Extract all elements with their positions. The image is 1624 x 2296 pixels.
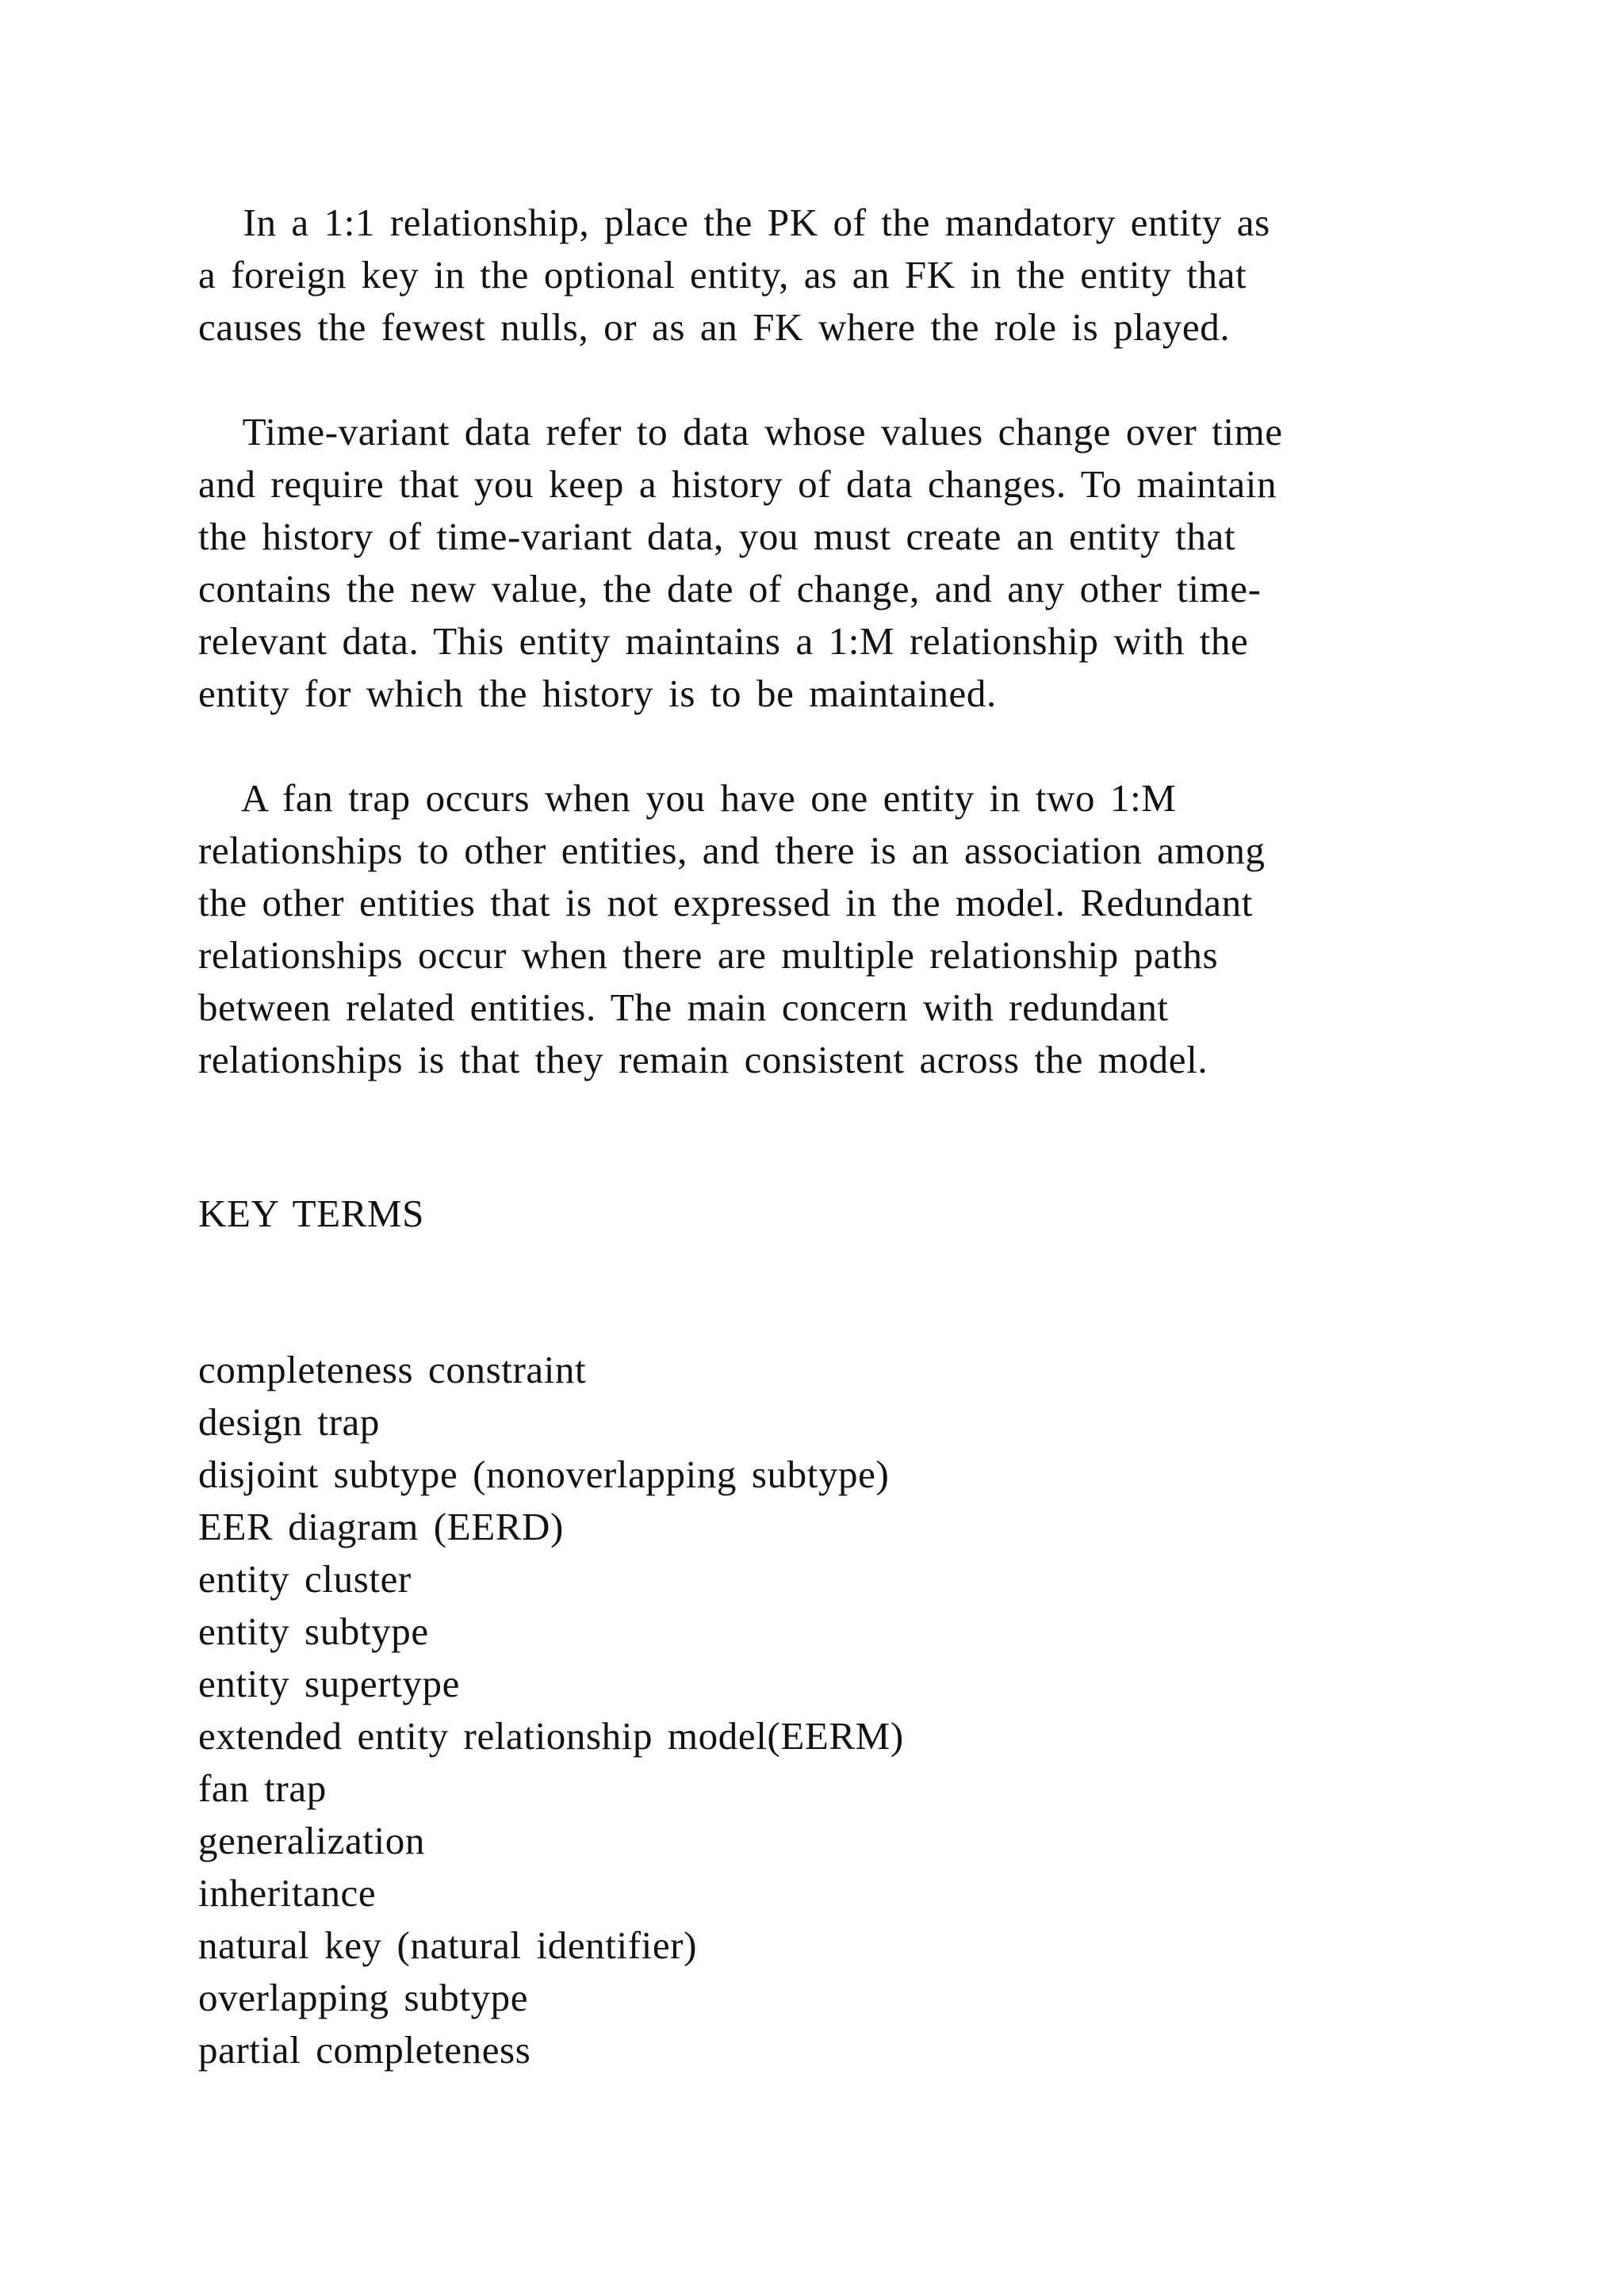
key-term: partial completeness bbox=[198, 2028, 531, 2072]
body-text bbox=[198, 197, 1507, 1086]
key-term: fan trap bbox=[198, 1766, 327, 1810]
paragraph-one-to-one bbox=[198, 197, 1507, 354]
text-line: Time-variant data refer to data whose values change over time bbox=[198, 410, 1283, 453]
text-line: relationships is that they remain consistent across the model. bbox=[198, 1038, 1208, 1081]
key-term: entity cluster bbox=[198, 1557, 412, 1601]
key-term: inheritance bbox=[198, 1871, 377, 1915]
key-term: design trap bbox=[198, 1400, 380, 1444]
key-term: overlapping subtype bbox=[198, 1976, 529, 2019]
text-line: In a 1:1 relationship, place the PK of the mandatory entity as bbox=[198, 201, 1270, 244]
paragraph-fan-trap bbox=[198, 772, 1507, 1086]
paragraph-time-variant bbox=[198, 406, 1507, 720]
text-line: relevant data. This entity maintains a 1:M relationship with the bbox=[198, 619, 1249, 663]
key-terms-list bbox=[198, 1344, 904, 2076]
paragraph-gap bbox=[198, 354, 1507, 406]
key-term: EER diagram (EERD) bbox=[198, 1505, 564, 1548]
key-term: generalization bbox=[198, 1819, 425, 1862]
text-line: the other entities that is not expressed in the model. Redundant bbox=[198, 881, 1253, 924]
key-term: entity supertype bbox=[198, 1662, 460, 1705]
text-line: relationships occur when there are multiple relationship paths bbox=[198, 933, 1219, 977]
key-term: entity subtype bbox=[198, 1609, 429, 1653]
text-line: A fan trap occurs when you have one entity in two 1:M bbox=[198, 776, 1177, 820]
text-line: between related entities. The main concern with redundant bbox=[198, 985, 1169, 1029]
paragraph-gap bbox=[198, 720, 1507, 772]
key-term: disjoint subtype (nonoverlapping subtype) bbox=[198, 1452, 890, 1496]
text-line: and require that you keep a history of data changes. To maintain bbox=[198, 462, 1277, 506]
key-term: natural key (natural identifier) bbox=[198, 1923, 698, 1967]
key-terms-section bbox=[198, 1188, 424, 1240]
text-line: causes the fewest nulls, or as an FK where the role is played. bbox=[198, 305, 1231, 349]
text-line: relationships to other entities, and there is an association among bbox=[198, 828, 1266, 872]
key-terms-heading: KEY TERMS bbox=[198, 1192, 425, 1235]
text-line: entity for which the history is to be maintained. bbox=[198, 672, 997, 715]
key-term: completeness constraint bbox=[198, 1348, 587, 1391]
text-line: contains the new value, the date of change, and any other time- bbox=[198, 567, 1262, 610]
text-line: the history of time-variant data, you must create an entity that bbox=[198, 515, 1236, 558]
key-term: extended entity relationship model(EERM) bbox=[198, 1714, 904, 1758]
text-line: a foreign key in the optional entity, as an FK in the entity that bbox=[198, 253, 1247, 297]
